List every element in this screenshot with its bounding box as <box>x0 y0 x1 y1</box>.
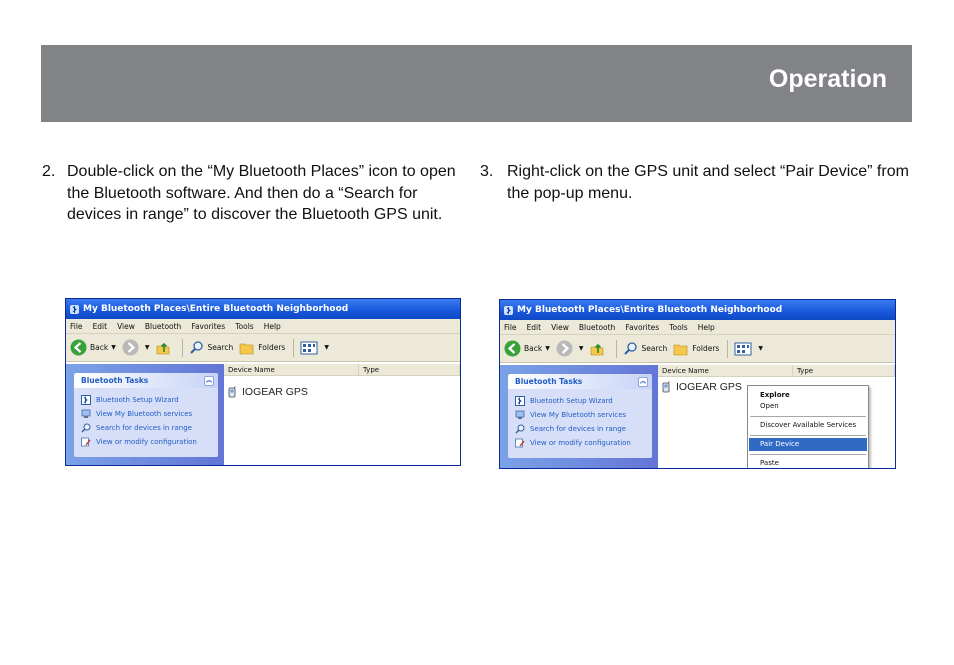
context-menu-explore[interactable]: Explore <box>760 391 790 399</box>
menu-bluetooth[interactable]: Bluetooth <box>578 322 616 332</box>
menu-file[interactable]: File <box>504 322 517 332</box>
dropdown-arrow-icon: ▼ <box>324 344 329 351</box>
context-menu <box>747 385 869 469</box>
task-view-services[interactable]: View My Bluetooth services <box>515 408 648 422</box>
menu-file[interactable]: File <box>70 321 83 331</box>
folders-button[interactable]: Folders <box>673 342 719 356</box>
up-folder-icon <box>589 341 605 357</box>
forward-button[interactable] <box>122 339 150 356</box>
up-folder-icon <box>155 340 171 356</box>
task-list <box>74 388 218 457</box>
column-device-name[interactable]: Device Name <box>658 365 793 376</box>
bluetooth-window-screenshot-2 <box>499 299 896 469</box>
column-type[interactable]: Type <box>793 365 895 376</box>
bluetooth-tasks-box <box>74 373 218 457</box>
menu-view[interactable]: View <box>551 322 569 332</box>
folders-button[interactable]: Folders <box>239 341 285 355</box>
search-button[interactable]: Search <box>189 340 233 355</box>
forward-button[interactable] <box>556 340 584 357</box>
window-body <box>66 364 460 465</box>
back-button[interactable]: Back ▼ <box>70 339 116 356</box>
toolbar-separator <box>727 340 728 358</box>
context-menu-open[interactable]: Open <box>760 402 779 410</box>
services-icon <box>81 409 91 419</box>
search-button[interactable]: Search <box>623 341 667 356</box>
dropdown-arrow-icon: ▼ <box>758 345 763 352</box>
bluetooth-window-screenshot-1 <box>65 298 461 466</box>
menu-edit[interactable]: Edit <box>92 321 108 331</box>
menu-help[interactable]: Help <box>263 321 281 331</box>
context-menu-discover-services[interactable]: Discover Available Services <box>760 421 857 429</box>
task-pane <box>500 365 658 468</box>
forward-arrow-icon <box>122 339 139 356</box>
collapse-chevron-icon[interactable]: ︽ <box>205 376 212 384</box>
gps-device-icon <box>228 386 237 398</box>
window-titlebar[interactable] <box>66 299 460 319</box>
up-folder-button[interactable] <box>155 340 174 356</box>
search-icon <box>515 424 525 434</box>
menu-bar <box>500 320 895 335</box>
bluetooth-places-icon <box>69 304 80 315</box>
window-title: My Bluetooth Places\Entire Bluetooth Neighborhood <box>83 304 349 314</box>
menu-favorites[interactable]: Favorites <box>625 322 660 332</box>
views-icon <box>734 342 752 356</box>
task-pane <box>66 364 224 465</box>
back-arrow-icon <box>504 340 521 357</box>
folders-icon <box>673 342 689 356</box>
folders-icon <box>239 341 255 355</box>
wizard-icon <box>515 396 525 406</box>
menu-separator <box>750 454 866 455</box>
configuration-icon <box>515 438 525 448</box>
header-bar <box>41 45 912 122</box>
menu-tools[interactable]: Tools <box>235 321 254 331</box>
views-button[interactable] <box>300 341 329 355</box>
up-folder-button[interactable] <box>589 341 608 357</box>
toolbar-separator <box>293 339 294 357</box>
views-icon <box>300 341 318 355</box>
task-view-services[interactable]: View My Bluetooth services <box>81 407 214 421</box>
search-icon <box>189 340 204 355</box>
context-menu-paste[interactable]: Paste <box>760 459 779 467</box>
menu-favorites[interactable]: Favorites <box>191 321 226 331</box>
wizard-icon <box>81 395 91 405</box>
step-number: 3. <box>480 163 494 180</box>
toolbar <box>500 335 895 363</box>
toolbar-separator <box>182 339 183 357</box>
device-list <box>224 364 460 465</box>
search-icon <box>81 423 91 433</box>
task-search-devices[interactable]: Search for devices in range <box>515 422 648 436</box>
device-iogear-gps[interactable]: IOGEAR GPS <box>662 381 742 393</box>
step-text: Right-click on the GPS unit and select “Pair Device” from the pop-up menu. <box>507 163 909 202</box>
back-arrow-icon <box>70 339 87 356</box>
configuration-icon <box>81 437 91 447</box>
menu-help[interactable]: Help <box>697 322 715 332</box>
dropdown-arrow-icon: ▼ <box>545 345 550 352</box>
column-type[interactable]: Type <box>359 364 460 375</box>
gps-device-icon <box>662 381 671 393</box>
menu-separator <box>750 435 866 436</box>
task-view-configuration[interactable]: View or modify configuration <box>81 435 214 449</box>
menu-edit[interactable]: Edit <box>526 322 542 332</box>
task-setup-wizard[interactable]: Bluetooth Setup Wizard <box>515 394 648 408</box>
menu-bar <box>66 319 460 334</box>
dropdown-arrow-icon: ▼ <box>111 344 116 351</box>
step-text: Double-click on the “My Bluetooth Places” icon to open the Bluetooth software. And then do a “Search for devices in range” to discover the Bluetooth GPS unit. <box>67 163 456 223</box>
bluetooth-tasks-header[interactable]: Bluetooth Tasks ︽ <box>74 373 218 388</box>
column-headers <box>224 364 460 376</box>
services-icon <box>515 410 525 420</box>
search-icon <box>623 341 638 356</box>
task-view-configuration[interactable]: View or modify configuration <box>515 436 648 450</box>
window-titlebar[interactable] <box>500 300 895 320</box>
window-title: My Bluetooth Places\Entire Bluetooth Neighborhood <box>517 305 783 315</box>
bluetooth-places-icon <box>503 305 514 316</box>
column-device-name[interactable]: Device Name <box>224 364 359 375</box>
task-list <box>508 389 652 458</box>
device-iogear-gps[interactable]: IOGEAR GPS <box>228 386 308 398</box>
bluetooth-tasks-box <box>508 374 652 458</box>
page-title: Operation <box>768 65 887 93</box>
step-number: 2. <box>42 163 56 180</box>
menu-view[interactable]: View <box>117 321 135 331</box>
back-button[interactable]: Back ▼ <box>504 340 550 357</box>
column-headers <box>658 365 895 377</box>
dropdown-arrow-icon: ▼ <box>578 345 584 352</box>
collapse-chevron-icon[interactable]: ︽ <box>639 377 646 385</box>
bluetooth-tasks-header[interactable]: Bluetooth Tasks ︽ <box>508 374 652 389</box>
toolbar-separator <box>616 340 617 358</box>
forward-arrow-icon <box>556 340 573 357</box>
dropdown-arrow-icon: ▼ <box>144 344 150 351</box>
menu-bluetooth[interactable]: Bluetooth <box>144 321 182 331</box>
menu-separator <box>750 416 866 417</box>
task-setup-wizard[interactable]: Bluetooth Setup Wizard <box>81 393 214 407</box>
context-menu-pair-device[interactable]: Pair Device <box>749 438 867 451</box>
toolbar <box>66 334 460 362</box>
menu-tools[interactable]: Tools <box>669 322 688 332</box>
task-search-devices[interactable]: Search for devices in range <box>81 421 214 435</box>
views-button[interactable] <box>734 342 763 356</box>
